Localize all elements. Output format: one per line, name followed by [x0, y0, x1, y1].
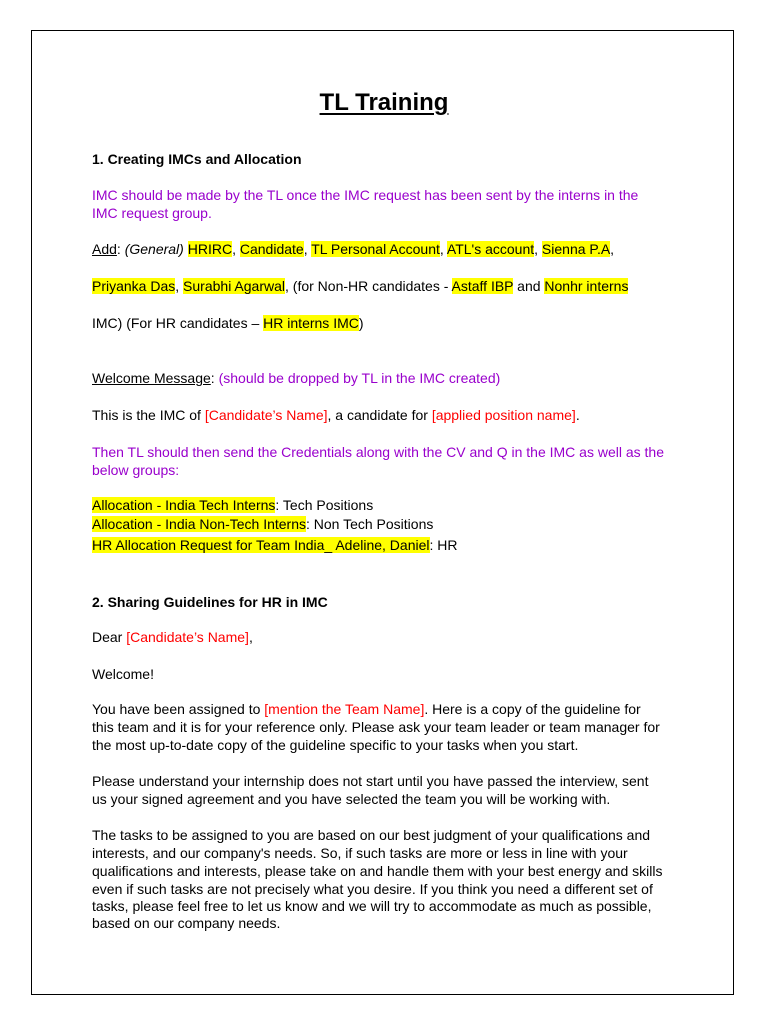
surabhi-member: Surabhi Agarwal [183, 278, 285, 294]
section2-heading: 2. Sharing Guidelines for HR in IMC [92, 594, 328, 610]
p3-line1: The tasks to be assigned to you are based on our best judgment of your qualifications and [92, 827, 651, 843]
tl-personal-member: TL Personal Account [311, 241, 440, 257]
add-line-2: Priyanka Das, Surabhi Agarwal, (for Non-HR candidates - Astaff IBP and Nonhr interns [92, 278, 629, 294]
imc-hr-text: IMC) (For HR candidates – [92, 315, 264, 331]
candidate-for-text: , a candidate for [327, 407, 432, 423]
sienna-member: Sienna P.A [541, 241, 611, 257]
then-line2: below groups: [92, 462, 180, 478]
nonhr-interns-member: Nonhr interns [544, 278, 629, 294]
p1-line3: the most up-to-date copy of the guideline specific to your tasks when you start. [92, 737, 579, 753]
astaff-member: Astaff IBP [451, 278, 514, 294]
close-paren: ) [358, 315, 364, 331]
p1-line1 [92, 700, 641, 718]
allocation-nontech [92, 515, 433, 533]
applied-position-placeholder: [applied position name] [431, 407, 576, 423]
section1-intro-line1: IMC should be made by the TL once the IMC request has been sent by the interns in the [92, 187, 639, 203]
allocation-nontech-desc: : Non Tech Positions [306, 516, 434, 532]
allocation-hr [92, 536, 458, 554]
welcome-message-note: (should be dropped by TL in the IMC created) [218, 370, 501, 386]
add-label: Add [92, 241, 117, 257]
dear-candidate-placeholder: [Candidate’s Name] [126, 629, 249, 645]
period: . [575, 407, 580, 423]
candidate-name-placeholder: [Candidate’s Name] [204, 407, 328, 423]
document-title: TL Training [319, 89, 449, 116]
p1-a: You have been assigned to [92, 701, 265, 717]
p3-line4: even if such tasks are not precisely what you desire. If you think you need a different set of [92, 881, 653, 897]
add-colon: : [116, 241, 125, 257]
allocation-nontech-group: Allocation - India Non-Tech Interns [92, 516, 306, 532]
atl-account-member: ATL's account [446, 241, 535, 257]
hrirc-member: HRIRC [187, 241, 233, 257]
this-is-text: This is the IMC of [92, 407, 205, 423]
add-line: Add: (General) HRIRC, Candidate, TL Personal Account, ATL's account, Sienna P.A, [92, 241, 615, 257]
welcome-text: Welcome! [92, 666, 154, 682]
welcome-message-label: Welcome Message [92, 370, 211, 386]
p2-line1: Please understand your internship does not start until you have passed the interview, sent [92, 773, 649, 789]
priyanka-member: Priyanka Das [92, 278, 176, 294]
dear-text: Dear [92, 629, 127, 645]
and-text: and [513, 278, 545, 294]
p3-line5: tasks, please feel free to let us know and we will try to accommodate as much as possible, [92, 898, 652, 914]
imc-of-line [92, 406, 580, 424]
p3-line3: qualifications and interests, please take on and handle them with your best energy and skills [92, 863, 663, 879]
then-line1: Then TL should then send the Credentials along with the CV and Q in the IMC as well as the [92, 444, 664, 460]
non-hr-text: , (for Non-HR candidates - [285, 278, 452, 294]
allocation-hr-desc: : HR [429, 537, 458, 553]
p1-line2: this team and it is for your reference only. Please ask your team leader or team manager for [92, 719, 660, 735]
team-name-placeholder: [mention the Team Name] [264, 701, 425, 717]
welcome-message-line: Welcome Message: (should be dropped by TL in the IMC created) [92, 370, 501, 386]
dear-line [92, 628, 253, 646]
section1-intro-line2: IMC request group. [92, 205, 212, 221]
p3-line2: interests, and our company's needs. So, if such tasks are more or less in line with your [92, 845, 628, 861]
allocation-tech-group: Allocation - India Tech Interns [92, 497, 276, 513]
hr-interns-member: HR interns IMC [263, 315, 359, 331]
comma: , [248, 629, 253, 645]
allocation-hr-group: HR Allocation Request for Team India_ Adeline, Daniel [92, 537, 430, 553]
p3-line6: based on our company needs. [92, 915, 281, 931]
candidate-member: Candidate [239, 241, 304, 257]
allocation-tech [92, 496, 373, 514]
allocation-tech-desc: : Tech Positions [275, 497, 374, 513]
add-line-3 [92, 314, 364, 332]
p1-b: . Here is a copy of the guideline for [424, 701, 641, 717]
section1-heading: 1. Creating IMCs and Allocation [92, 151, 302, 167]
general-label: (General) [124, 241, 184, 257]
p2-line2: us your signed agreement and you have selected the team you will be working with. [92, 791, 611, 807]
